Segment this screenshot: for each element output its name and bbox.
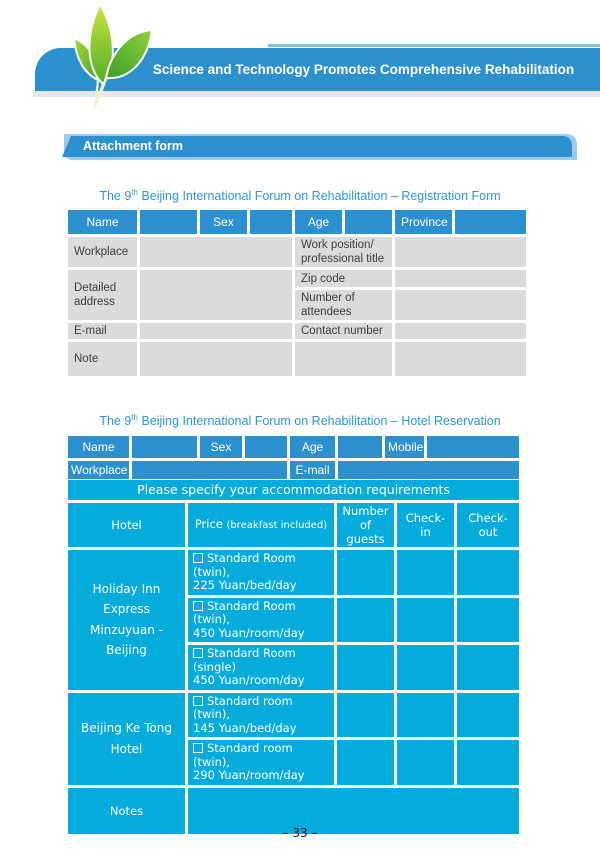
hotel-label-mobile: Mobile [385, 436, 424, 458]
hotel-label-name: Name [68, 436, 129, 458]
reg-input-age[interactable] [345, 210, 392, 234]
guests-input-1[interactable] [337, 550, 394, 595]
reg-input-workplace[interactable] [140, 237, 292, 267]
reg-header-name: Name [68, 210, 137, 234]
col-header-guests: Number of guests [337, 503, 394, 547]
reg-input-name[interactable] [140, 210, 197, 234]
hotel-accommodation-table [65, 477, 522, 837]
hotel-input-sex[interactable] [245, 436, 287, 458]
checkin-input-5[interactable] [397, 740, 454, 785]
price-option-1: Standard Room (twin), 225 Yuan/bed/day [188, 550, 334, 595]
reg-input-email[interactable] [140, 323, 292, 339]
hotel-label-age: Age [290, 436, 335, 458]
attachment-form-banner [71, 136, 572, 157]
registration-table [65, 207, 529, 379]
hotel-input-age[interactable] [338, 436, 382, 458]
accommodation-heading: Please specify your accommodation requirements [68, 480, 519, 500]
reg-input-contact-number[interactable] [395, 323, 526, 339]
checkin-input-2[interactable] [397, 598, 454, 643]
price-option-4: Standard room (twin), 145 Yuan/bed/day [188, 693, 334, 738]
reg-header-age: Age [295, 210, 342, 234]
attachment-form-label: Attachment form [83, 139, 184, 153]
reg-header-sex: Sex [200, 210, 247, 234]
hotel-input-mobile[interactable] [427, 436, 519, 458]
reg-header-province: Province [395, 210, 452, 234]
reg-label-contact-number: Contact number [295, 323, 392, 339]
reg-input-note-3[interactable] [395, 342, 526, 376]
hotel-label-workplace: Workplace [68, 461, 129, 479]
checkbox-option-1[interactable] [193, 553, 203, 563]
registration-form-title: The 9th Beijing International Forum on Rehabilitation – Registration Form [99, 188, 501, 204]
leaf-logo [64, 2, 158, 108]
guests-input-4[interactable] [337, 693, 394, 738]
checkout-input-2[interactable] [457, 598, 519, 643]
price-option-2: Standard Room (twin), 450 Yuan/room/day [188, 598, 334, 643]
checkin-input-4[interactable] [397, 693, 454, 738]
reg-input-detailed-address[interactable] [140, 270, 292, 320]
reg-input-note-1[interactable] [140, 342, 292, 376]
hotel-input-name[interactable] [132, 436, 197, 458]
reg-label-workplace: Workplace [68, 237, 137, 267]
reg-label-detailed-address: Detailed address [68, 270, 137, 320]
checkbox-option-5[interactable] [193, 743, 203, 753]
hotel-reservation-title: The 9th Beijing International Forum on Rehabilitation – Hotel Reservation [99, 413, 501, 429]
reg-label-note: Note [68, 342, 137, 376]
price-option-3: Standard Room (single) 450 Yuan/room/day [188, 645, 334, 690]
notes-label: Notes [68, 788, 185, 834]
guests-input-2[interactable] [337, 598, 394, 643]
reg-input-work-position[interactable] [395, 237, 526, 267]
reg-label-work-position: Work position/ professional title [295, 237, 392, 267]
checkin-input-1[interactable] [397, 550, 454, 595]
hotel-name-holiday-inn: Holiday Inn Express Minzuyuan - Beijing [68, 550, 185, 690]
guests-input-5[interactable] [337, 740, 394, 785]
reg-label-email: E-mail [68, 323, 137, 339]
checkbox-option-4[interactable] [193, 696, 203, 706]
checkout-input-5[interactable] [457, 740, 519, 785]
reg-label-zip-code: Zip code [295, 270, 392, 287]
checkout-input-3[interactable] [457, 645, 519, 690]
checkout-input-4[interactable] [457, 693, 519, 738]
reg-input-attendees[interactable] [395, 290, 526, 320]
hotel-info-table [65, 433, 522, 482]
price-option-5: Standard room (twin), 290 Yuan/room/day [188, 740, 334, 785]
col-header-price: Price (breakfast included) [188, 503, 334, 547]
checkout-input-1[interactable] [457, 550, 519, 595]
col-header-hotel: Hotel [68, 503, 185, 547]
page-number: – 33 – [282, 826, 318, 840]
hotel-label-email: E-mail [290, 461, 335, 479]
checkin-input-3[interactable] [397, 645, 454, 690]
header-accent-line [268, 44, 600, 47]
checkbox-option-3[interactable] [193, 648, 203, 658]
hotel-name-ketong: Beijing Ke Tong Hotel [68, 693, 185, 785]
header-banner-title: Science and Technology Promotes Comprehensive Rehabilitation [152, 62, 575, 77]
col-header-checkout: Check-out [457, 503, 519, 547]
guests-input-3[interactable] [337, 645, 394, 690]
checkbox-option-2[interactable] [193, 601, 203, 611]
reg-input-note-2[interactable] [295, 342, 392, 376]
hotel-label-sex: Sex [200, 436, 242, 458]
reg-input-zip-code[interactable] [395, 270, 526, 287]
col-header-checkin: Check-in [397, 503, 454, 547]
reg-label-attendees: Number of attendees [295, 290, 392, 320]
reg-input-province[interactable] [455, 210, 526, 234]
reg-input-sex[interactable] [250, 210, 292, 234]
